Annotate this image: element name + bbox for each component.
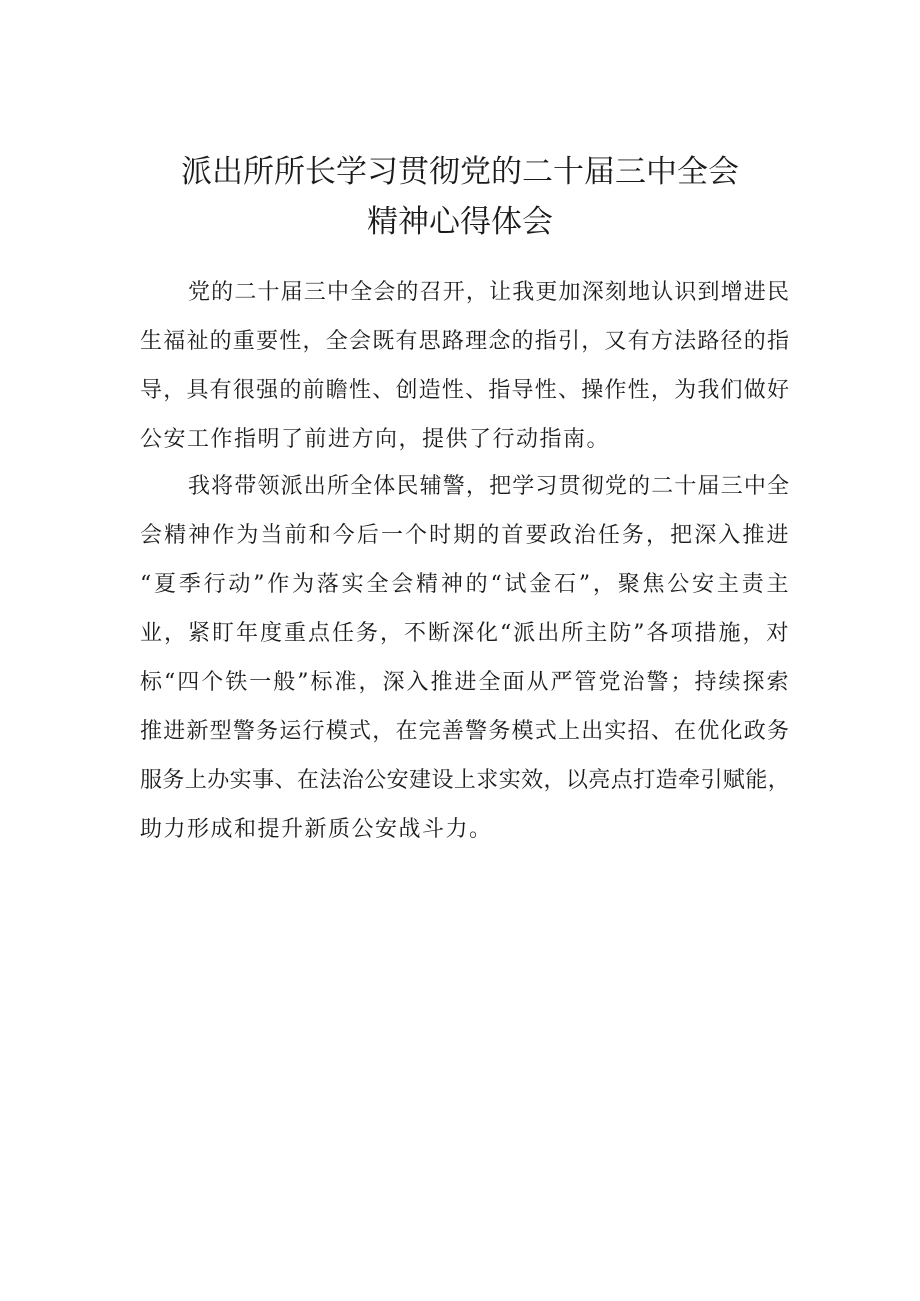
document-title-line-1: 派出所所长学习贯彻党的二十届三中全会 — [181, 154, 739, 190]
paragraph-line: 助力形成和提升新质公安战斗力。 — [140, 817, 493, 842]
paragraph-1 — [140, 268, 790, 464]
paragraph-line: 生福祉的重要性，全会既有思路理念的指引，又有方法路径的指 — [140, 329, 790, 354]
paragraph-line: 推进新型警务运行模式，在完善警务模式上出实招、在优化政务 — [140, 719, 790, 744]
paragraph-line: 公安工作指明了前进方向，提供了行动指南。 — [140, 427, 611, 452]
paragraph-line: 标“四个铁一般”标准，深入推进全面从严管党治警；持续探索 — [140, 670, 790, 695]
paragraph-line: 会精神作为当前和今后一个时期的首要政治任务，把深入推进 — [140, 523, 790, 548]
paragraph-line: “夏季行动”作为落实全会精神的“试金石”，聚焦公安主责主 — [140, 572, 790, 597]
paragraph-line: 我将带领派出所全体民辅警，把学习贯彻党的二十届三中全 — [188, 474, 790, 499]
paragraph-line: 服务上办实事、在法治公安建设上求实效，以亮点打造牵引赋能， — [140, 768, 790, 793]
paragraph-2 — [140, 462, 790, 854]
paragraph-line: 导，具有很强的前瞻性、创造性、指导性、操作性，为我们做好 — [140, 378, 790, 403]
paragraph-line: 业，紧盯年度重点任务，不断深化“派出所主防”各项措施，对 — [140, 621, 790, 646]
paragraph-line: 党的二十届三中全会的召开，让我更加深刻地认识到增进民 — [188, 280, 790, 305]
document-title-line-2: 精神心得体会 — [367, 204, 553, 240]
